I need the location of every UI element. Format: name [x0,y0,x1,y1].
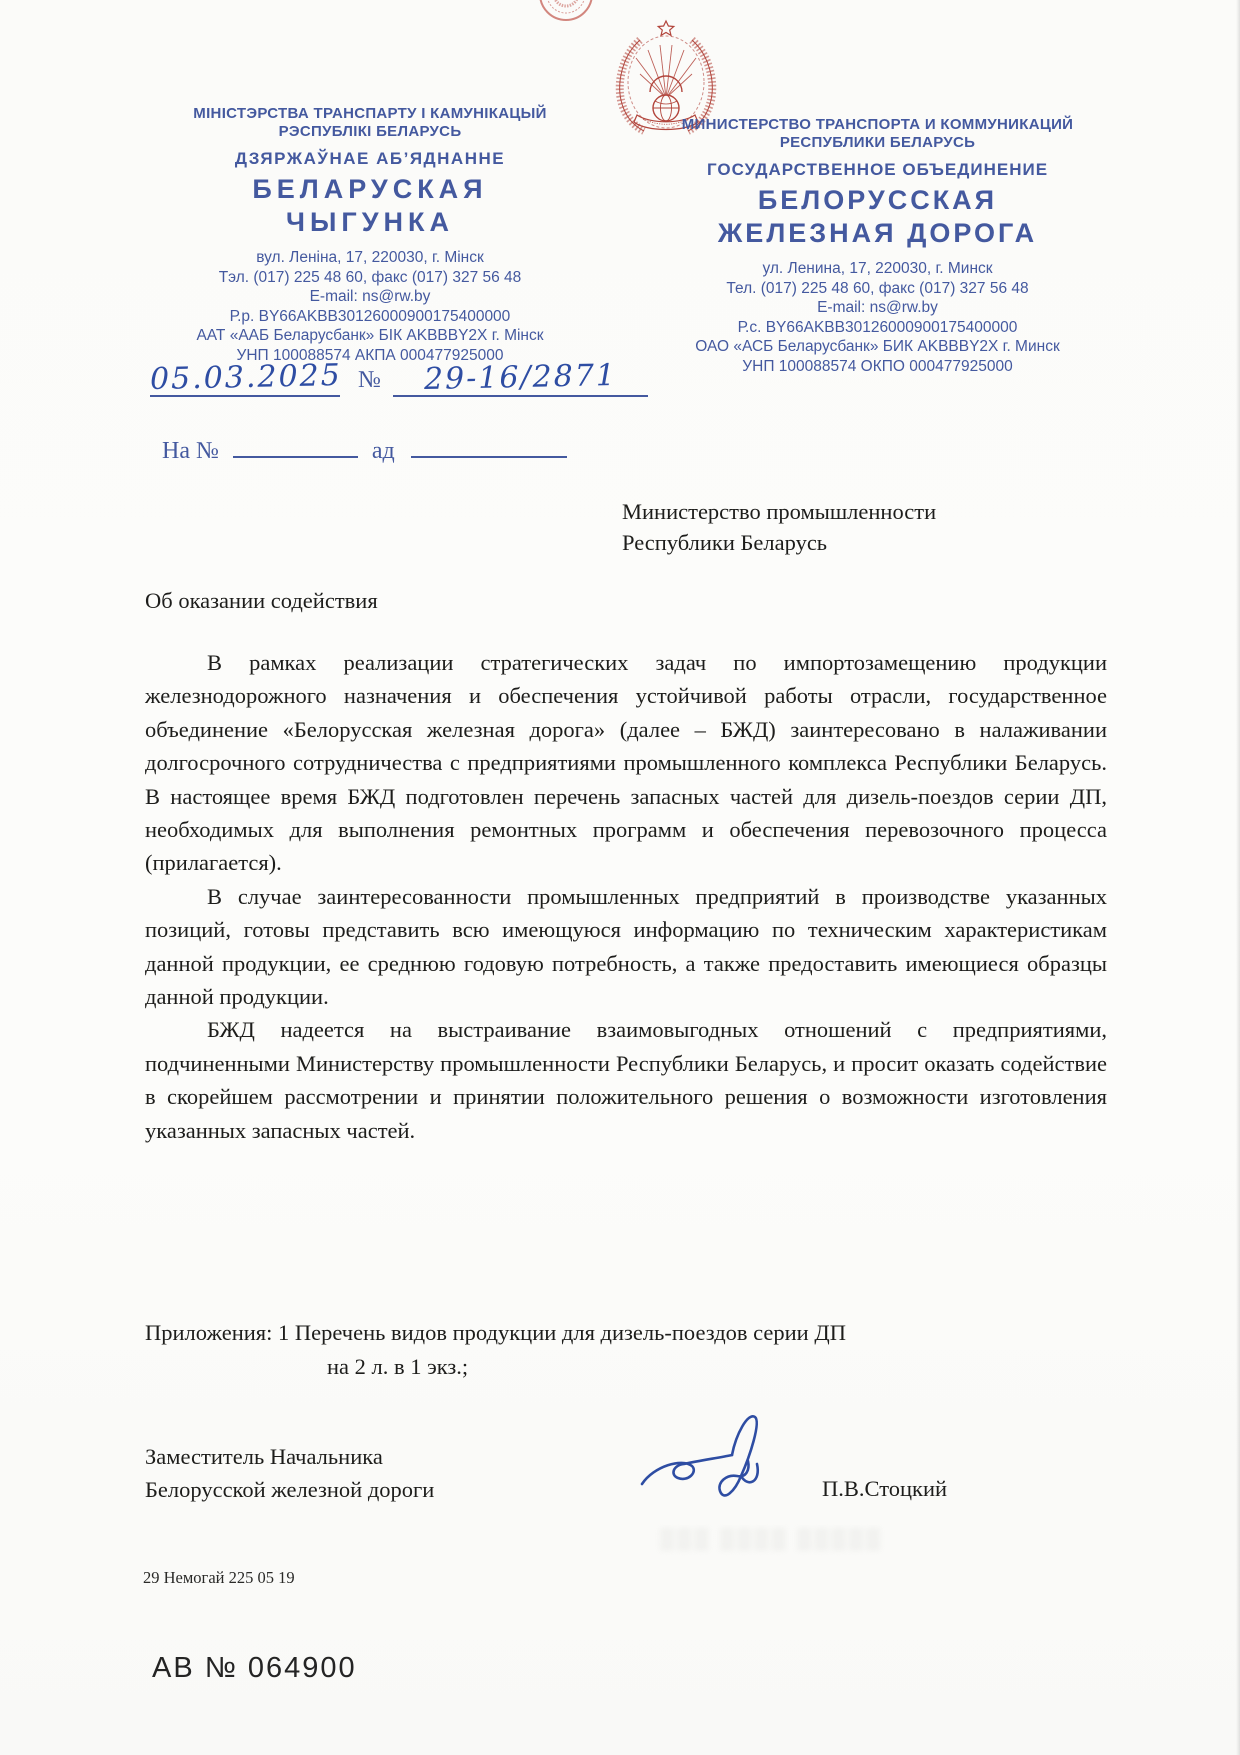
address-be: вул. Леніна, 17, 220030, г. Мінск [256,249,484,266]
attachment-line1: Приложения: 1 Перечень видов продукции для дизель-поездов серии ДП [145,1320,846,1345]
association-label-ru: ГОСУДАРСТВЕННОЕ ОБЪЕДИНЕНИЕ [706,160,1049,179]
signer-position-line1: Заместитель Начальника [145,1444,383,1469]
addressee-line1: Министерство промышленности [622,499,937,524]
ids-be: УНП 100088574 АКПА 000477925000 [236,346,504,364]
reply-na-label: На № [162,438,219,464]
executor-note: 29 Немогай 225 05 19 [143,1568,295,1587]
signer-position [145,1440,434,1506]
body-paragraph-1: В рамках реализации стратегических задач по импортозамещению продукции железнодорожного назначения и обеспечения устойчивой работы отрасли, государственное объединение «Белорусская железная дорога» (далее – БЖД) заинтересовано в налаживании долгосрочного сотрудничества с предприятиями промышленного комплекса Республики Беларусь. В настоящее время БЖД подготовлен перечень запасных частей для дизель-поездов серии ДП, необходимых для выполнения ремонтных программ и обеспечения перевозочного процесса (прилагается). [145,650,1107,876]
addressee-block [622,496,936,558]
body-paragraph-3: БЖД надеется на выстраивание взаимовыгодных отношений с предприятиями, подчиненными Министерству промышленности Республики Беларусь, и просит оказать содействие в скорейшем рассмотрении и принятии положительного решения о возможности изготовления указанных запасных частей. [145,1017,1107,1143]
org-name-ru-line2: ЖЕЛЕЗНАЯ ДОРОГА [717,218,1038,248]
outgoing-date-handwritten: 05.03.2025 [149,357,343,398]
phone-ru: Тел. (017) 225 48 60, факс (017) 327 56 48 [726,279,1029,297]
bank-be: ААТ «ААБ Беларусбанк» БІК AKBBBY2X г. Мінск [196,327,544,344]
subject-line: Об оказании содействия [145,588,378,613]
org-name-be-line1: БЕЛАРУСКАЯ [252,174,488,204]
account-be: Р.р. BY66AKBB30126000900175400000 [229,307,511,325]
attachment-line2: на 2 л. в 1 экз.; [327,1353,469,1379]
email-be: E-mail: ns@rw.by [309,288,431,305]
form-serial-number: АВ № 064900 [152,1652,357,1684]
signer-position-line2: Белорусской железной дороги [145,1477,435,1502]
reply-reference-row [162,430,567,465]
reply-ad-label: ад [371,438,395,464]
letterhead-right-column [645,116,1110,376]
phone-be: Тэл. (017) 225 48 60, факс (017) 327 56 48 [218,268,522,286]
ministry-name-ru-line2: РЕСПУБЛИКИ БЕЛАРУСЬ [779,134,976,151]
org-name-ru-line1: БЕЛОРУССКАЯ [757,185,998,215]
account-ru: Р.с. BY66AKBB30126000900175400000 [737,318,1018,336]
outgoing-number-handwritten: 29-16/2871 [423,357,618,398]
ministry-name-ru-line1: МИНИСТЕРСТВО ТРАНСПОРТА И КОММУНИКАЦИЙ [681,116,1074,133]
addressee-line2: Республики Беларусь [622,530,828,555]
bleed-through-artifact: ▒▒▒ ▒▒▒▒ ▒▒▒▒▒ [660,1528,884,1550]
ids-ru: УНП 100088574 ОКПО 000477925000 [742,357,1013,375]
body-paragraph-2: В случае заинтересованности промышленных предприятий в производстве указанных позиций, готовы представить всю имеющуюся информацию по техническим характеристикам данной продукции, ее среднюю годовую потребность, а также предоставить имеющиеся образцы данной продукции. [145,883,1107,1010]
reply-date-blank [411,430,567,458]
letterhead-left-column [150,105,590,365]
letter-body [145,646,1107,1147]
association-label-be: ДЗЯРЖАЎНАЕ АБ’ЯДНАННЕ [234,149,506,168]
reply-number-blank [233,430,358,458]
signer-name: П.В.Стоцкий [822,1476,948,1501]
org-name-be-line2: ЧЫГУНКА [286,207,454,237]
ministry-name-be-line1: МІНІСТЭРСТВА ТРАНСПАРТУ І КАМУНІКАЦЫЙ [193,105,547,122]
partial-stamp-icon [536,0,596,30]
attachment-note [145,1316,1120,1383]
ministry-name-be-line2: РЭСПУБЛІКІ БЕЛАРУСЬ [278,123,462,140]
email-ru: E-mail: ns@rw.by [817,299,938,316]
address-ru: ул. Ленина, 17, 220030, г. Минск [762,260,993,277]
handwritten-signature-icon [628,1408,818,1523]
number-sign-label: № [358,367,381,393]
bank-ru: ОАО «АСБ Беларусбанк» БИК AKBBBY2X г. Минск [695,338,1060,355]
reference-row [149,357,648,398]
